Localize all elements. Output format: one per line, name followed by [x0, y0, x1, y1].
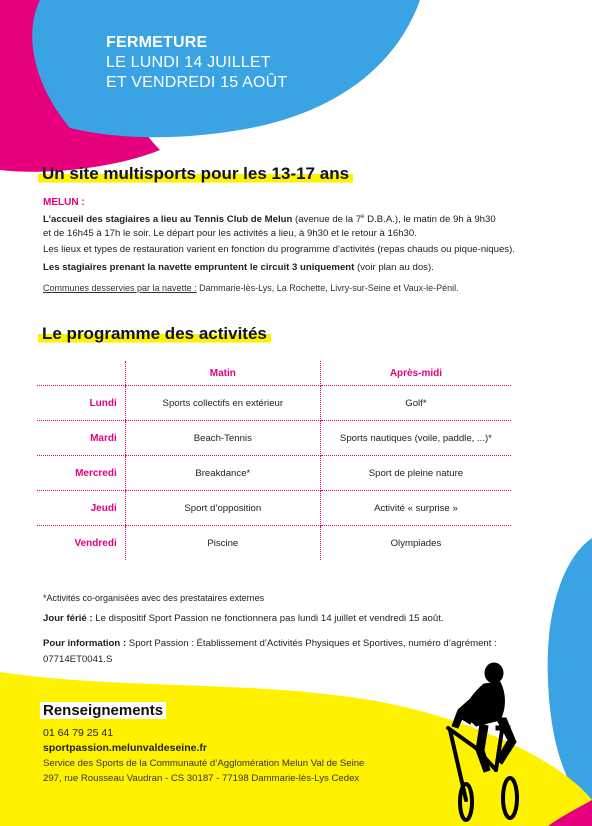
phone-number: 01 64 79 25 41 [43, 727, 114, 739]
closure-banner [106, 33, 287, 93]
header-apres-midi: Après-midi [320, 361, 511, 386]
day-cell: Mercredi [37, 456, 125, 491]
paragraph-restauration: Les lieux et types de restauration varient en fonction du programme d’activités (repas chauds ou pique-niques). [43, 244, 515, 255]
asterisk-note: *Activités co-organisées avec des prestataires externes [43, 593, 265, 603]
table-header-row [37, 361, 511, 386]
jour-ferie-label: Jour férié : [43, 613, 93, 624]
navette-rest: (voir plan au dos). [354, 262, 434, 273]
table-row [37, 386, 511, 421]
afternoon-cell: Golf* [320, 386, 511, 421]
paragraph-horaires: et de 16h45 à 17h le soir. Le départ pour les activités a lieu, à 9h30 et le retour à 16h30. [43, 228, 417, 239]
multisports-heading: Un site multisports pour les 13-17 ans [38, 164, 353, 184]
communes-line [43, 283, 459, 293]
afternoon-cell: Sport de pleine nature [320, 456, 511, 491]
banner-title: FERMETURE [106, 34, 208, 51]
activities-table [37, 361, 511, 560]
navette-bold: Les stagiaires prenant la navette empruntent le circuit 3 uniquement [43, 262, 355, 273]
afternoon-cell: Olympiades [390, 537, 442, 549]
afternoon-cell: Sports nautiques (voile, paddle, ...)* [320, 421, 511, 456]
accueil-sup: e [361, 214, 365, 220]
information-note [43, 637, 497, 650]
table-row [37, 491, 511, 526]
service-name: Service des Sports de la Communauté d’Agglomération Melun Val de Seine [43, 758, 365, 769]
accueil-rest-b: D.B.A.), le matin de 9h à 9h30 [364, 214, 496, 226]
header-day [37, 361, 125, 386]
paragraph-accueil [43, 211, 496, 226]
jour-ferie-note [43, 612, 444, 625]
cyclist-icon [436, 660, 536, 822]
city-label: MELUN : [43, 197, 85, 208]
afternoon-cell: Activité « surprise » [320, 491, 511, 526]
day-cell: Vendredi [74, 537, 117, 549]
paragraph-navette [43, 261, 434, 274]
renseignements-heading: Renseignements [40, 702, 166, 719]
day-cell: Jeudi [37, 491, 125, 526]
jour-ferie-text: Le dispositif Sport Passion ne fonctionnera pas lundi 14 juillet et vendredi 15 août. [92, 613, 444, 624]
information-text: Sport Passion : Établissement d’Activités Physiques et Sportives, numéro d’agrément : [126, 638, 497, 649]
morning-cell: Sport d’opposition [125, 491, 320, 526]
morning-cell: Piscine [125, 526, 320, 561]
table-row [37, 456, 511, 491]
header-matin: Matin [125, 361, 320, 386]
morning-cell: Breakdance* [125, 456, 320, 491]
communes-label: Communes desservies par la navette : [43, 283, 197, 293]
accueil-bold: L’accueil des stagiaires a lieu au Tennis Club de Melun [43, 214, 293, 226]
table-row [37, 421, 511, 456]
morning-cell: Beach-Tennis [125, 421, 320, 456]
service-address: 297, rue Rousseau Vaudran - CS 30187 - 77198 Dammarie-lès-Lys Cedex [43, 773, 360, 784]
day-cell: Mardi [37, 421, 125, 456]
banner-line-1: LE LUNDI 14 JUILLET [106, 54, 271, 71]
banner-line-2: ET VENDREDI 15 AOÛT [106, 74, 288, 91]
accueil-rest-a: (avenue de la 7 [292, 214, 362, 226]
table-row [37, 526, 511, 561]
programme-heading: Le programme des activités [38, 324, 271, 344]
morning-cell: Sports collectifs en extérieur [125, 386, 320, 421]
communes-list: Dammarie-lès-Lys, La Rochette, Livry-sur-Seine et Vaux-le-Pénil. [196, 283, 459, 293]
information-label: Pour information : [43, 638, 127, 649]
agrement-number: 07714ET0041.S [43, 654, 113, 665]
website-link[interactable]: sportpassion.melunvaldeseine.fr [43, 742, 207, 754]
day-cell: Lundi [37, 386, 125, 421]
